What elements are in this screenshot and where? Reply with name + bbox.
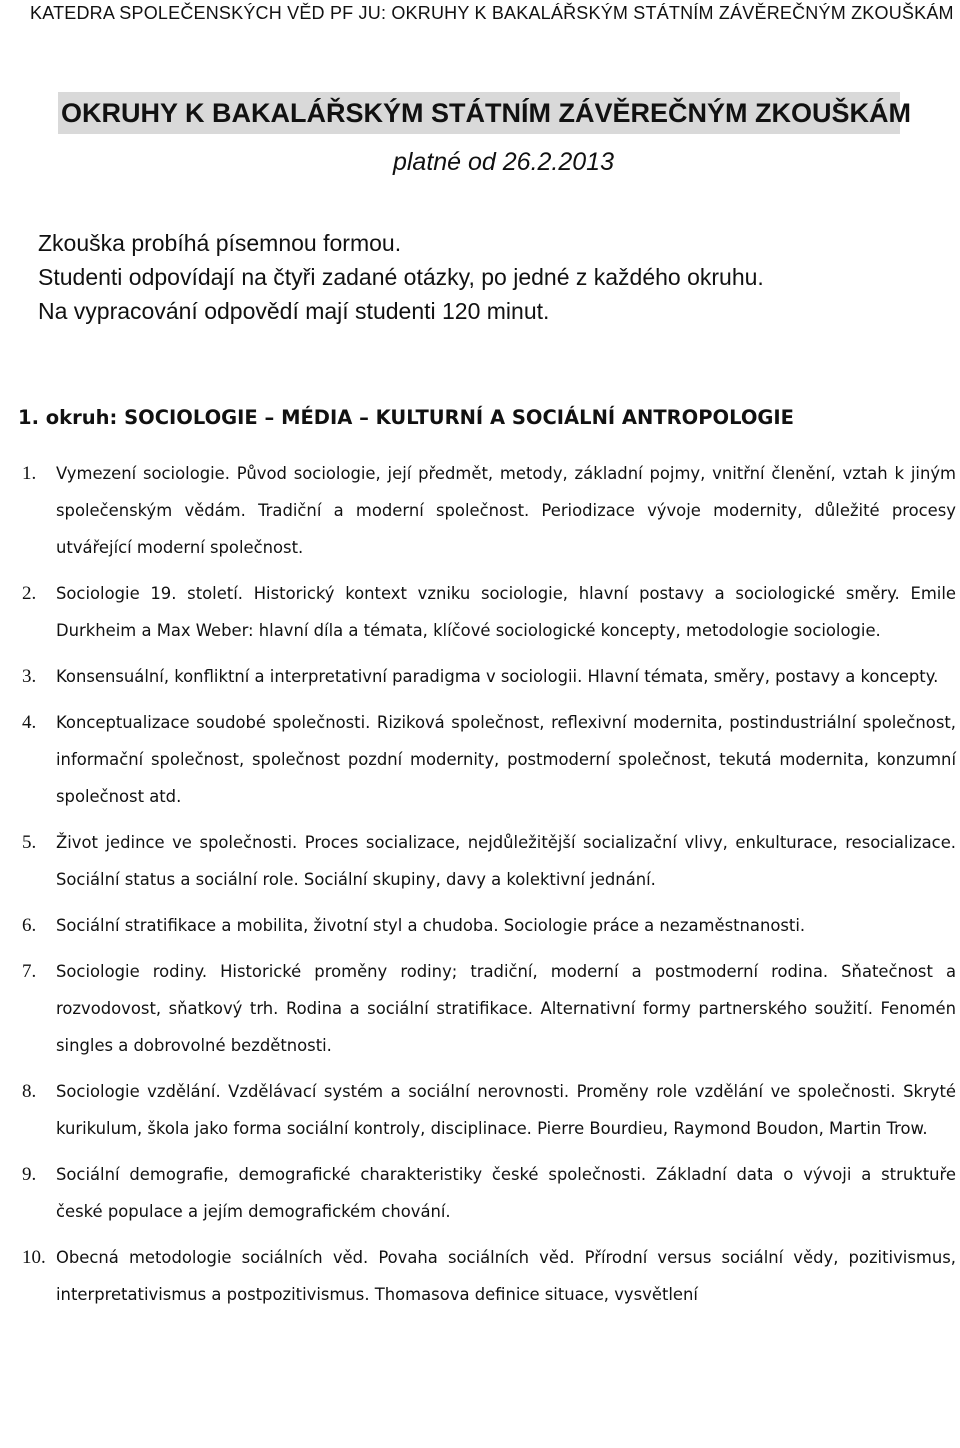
topic-text: Sociologie 19. století. Historický kontext vzniku sociologie, hlavní postavy a sociologické směry. Emile Durkheim a Max Weber: hlavní díla a témata, klíčové sociologické koncepty, metodologie sociologie.	[56, 584, 956, 640]
topic-number: 7.	[22, 961, 37, 982]
topic-number: 10.	[22, 1247, 46, 1268]
topic-number: 2.	[22, 583, 37, 604]
topic-item	[0, 704, 960, 815]
topic-number: 3.	[22, 666, 37, 687]
topic-list	[0, 455, 960, 1322]
topic-text: Obecná metodologie sociálních věd. Povaha sociálních věd. Přírodní versus sociální vědy, pozitivismus, interpretativismus a postpozitivismus. Thomasova definice situace, vysvětlení	[56, 1248, 956, 1304]
intro-line: Na vypracování odpovědí mají studenti 120 minut.	[38, 298, 550, 324]
topic-number: 6.	[22, 915, 37, 936]
topic-number: 4.	[22, 712, 37, 733]
topic-number: 9.	[22, 1164, 37, 1185]
topic-item	[0, 455, 960, 566]
intro-line: Zkouška probíhá písemnou formou.	[38, 230, 402, 256]
running-header: KATEDRA SPOLEČENSKÝCH VĚD PF JU: OKRUHY K BAKALÁŘSKÝM STÁTNÍM ZÁVĚREČNÝM ZKOUŠKÁM	[30, 3, 954, 23]
topic-text: Sociologie rodiny. Historické proměny rodiny; tradiční, moderní a postmoderní rodina. Sňatečnost a rozvodovost, sňatkový trh. Rodina a sociální stratifikace. Alternativní formy partnerského soužití. Fenomén singles a dobrovolné bezdětnosti.	[56, 962, 956, 1055]
topic-item	[0, 907, 960, 944]
topic-item	[0, 953, 960, 1064]
topic-item	[0, 1239, 960, 1313]
topic-number: 1.	[22, 463, 37, 484]
topic-item	[0, 1156, 960, 1230]
topic-item	[0, 575, 960, 649]
topic-text: Vymezení sociologie. Původ sociologie, její předmět, metody, základní pojmy, vnitřní členění, vztah k jiným společenským vědám. Tradiční a moderní společnost. Periodizace vývoje modernity, důležité procesy utvářející moderní společnost.	[56, 464, 956, 557]
topic-item	[0, 658, 960, 695]
topic-text: Sociologie vzdělání. Vzdělávací systém a sociální nerovnosti. Proměny role vzdělání ve společnosti. Skryté kurikulum, škola jako forma sociální kontroly, disciplinace. Pierre Bourdieu, Raymond Boudon, Martin Trow.	[56, 1082, 956, 1138]
intro-block	[38, 226, 938, 328]
topic-text: Sociální demografie, demografické charakteristiky české společnosti. Základní data o vývoji a struktuře české populace a jejím demografickém chování.	[56, 1165, 956, 1221]
topic-text: Život jedince ve společnosti. Proces socializace, nejdůležitější socializační vlivy, enkulturace, resocializace. Sociální status a sociální role. Sociální skupiny, davy a kolektivní jednání.	[56, 833, 956, 889]
validity-date: platné od 26.2.2013	[392, 148, 614, 176]
section-title: 1. okruh: SOCIOLOGIE – MÉDIA – KULTURNÍ A SOCIÁLNÍ ANTROPOLOGIE	[18, 406, 794, 429]
intro-line: Studenti odpovídají na čtyři zadané otázky, po jedné z každého okruhu.	[38, 264, 764, 290]
topic-text: Konceptualizace soudobé společnosti. Riziková společnost, reflexivní modernita, postindustriální společnost, informační společnost, společnost pozdní modernity, postmoderní společnost, tekutá modernita, konzumní společnost atd.	[56, 713, 956, 806]
topic-text: Konsensuální, konfliktní a interpretativní paradigma v sociologii. Hlavní témata, směry, postavy a koncepty.	[56, 667, 939, 686]
topic-number: 5.	[22, 832, 37, 853]
topic-number: 8.	[22, 1081, 37, 1102]
topic-text: Sociální stratifikace a mobilita, životní styl a chudoba. Sociologie práce a nezaměstnanosti.	[56, 916, 806, 935]
topic-item	[0, 824, 960, 898]
topic-item	[0, 1073, 960, 1147]
page-title: OKRUHY K BAKALÁŘSKÝM STÁTNÍM ZÁVĚREČNÝM ZKOUŠKÁM	[58, 92, 900, 134]
